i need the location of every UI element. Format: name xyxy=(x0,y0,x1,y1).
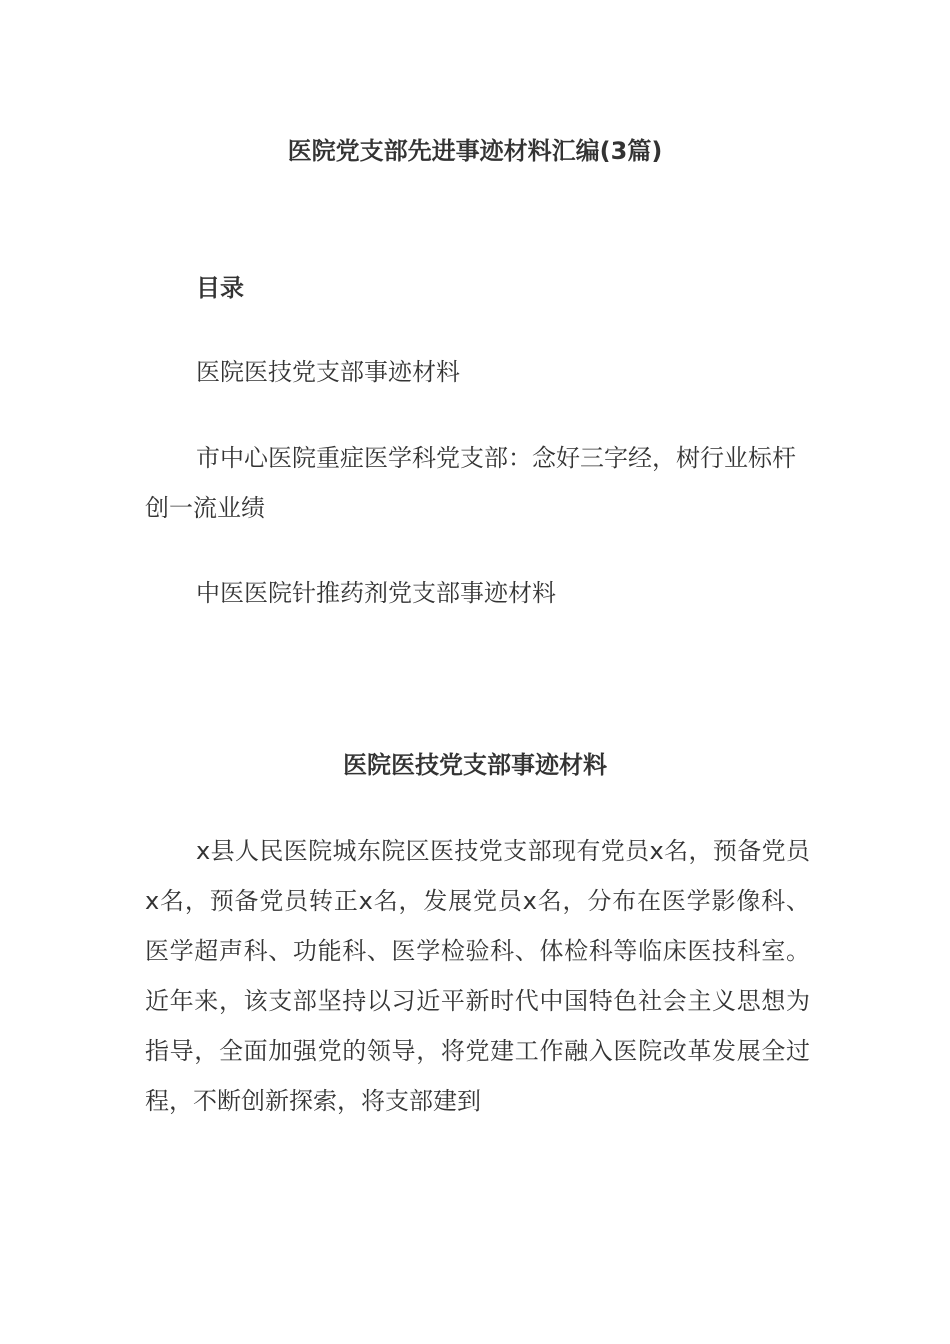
toc-item: 市中心医院重症医学科党支部：念好三字经，树行业标杆创一流业绩 xyxy=(145,444,796,522)
toc-item: 中医医院针推药剂党支部事迹材料 xyxy=(196,579,556,607)
toc-item: 医院医技党支部事迹材料 xyxy=(196,358,460,386)
document-title: 医院党支部先进事迹材料汇编(3篇) xyxy=(287,137,663,165)
body-paragraph: x县人民医院城东院区医技党支部现有党员x名，预备党员x名，预备党员转正x名，发展党员x名，分布在医学影像科、医学超声科、功能科、医学检验科、体检科等临床医技科室。近年来，该支部坚持以习近平新时代中国特色社会主义思想为指导，全面加强党的领导，将党建工作融入医院改革发展全过程，不断创新探索，将支部建到 xyxy=(145,837,810,1115)
section-title: 医院医技党支部事迹材料 xyxy=(343,751,607,779)
toc-heading: 目录 xyxy=(196,274,244,302)
